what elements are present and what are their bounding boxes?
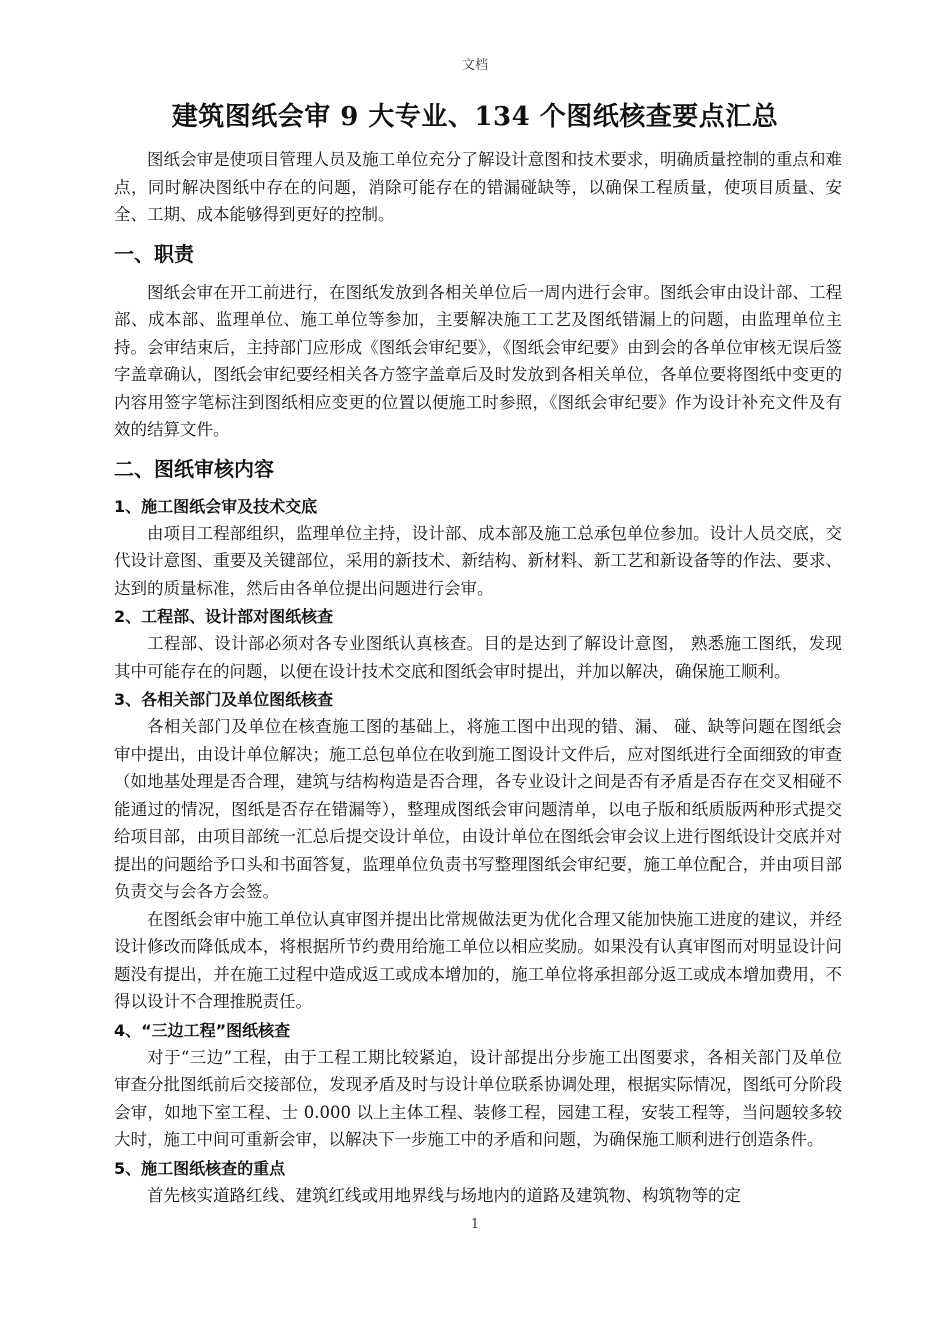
section-heading-review-content: 二、图纸审核内容 [114,456,274,481]
subsection-heading-3: 3、各相关部门及单位图纸核查 [114,690,334,709]
page-number: 1 [470,1217,480,1232]
subsection-heading-5: 5、施工图纸核查的重点 [114,1158,286,1178]
page-header: 文档 [461,58,488,73]
duties-paragraph: 图纸会审在开工前进行，在图纸发放到各相关单位后一周内进行会审。图纸会审由设计部、工程部、成本部、监理单位、施工单位等参加，主要解决施工工艺及图纸错漏上的问题，由监理单位主持。会审结束后，主持部门应形成《图纸会审纪要》，《图纸会审纪要》由到会的各单位审核无误后签字盖章确认，图纸会审纪要经相关各方签字盖章后及时发放到各相关单位，各单位要将图纸中变更的内容用签字笔标注到图纸相应变更的位置以便施工时参照，《图纸会审纪要》作为设计补充文件及有效的结算文件。 [114,282,842,439]
intro-paragraph: 图纸会审是使项目管理人员及施工单位充分了解设计意图和技术要求，明确质量控制的重点和难点，同时解决图纸中存在的问题，消除可能存在的错漏碰缺等，以确保工程质量，使项目质量、安全、工期、成本能够得到更好的控制。 [114,150,842,224]
section-heading-duties: 一、职责 [114,241,194,266]
subsection-paragraph: 各相关部门及单位在核查施工图的基础上，将施工图中出现的错、漏、 碰、缺等问题在图纸会审中提出，由设计单位解决；施工总包单位在收到施工图设计文件后，应对图纸进行全面细致的审查（如地基处理是否合理，建筑与结构构造是否合理，各专业设计之间是否有矛盾是否存在交叉相碰不能通过的情况，图纸是否存在错漏等），整理成图纸会审问题清单，以电子版和纸质版两种形式提交给项目部，由项目部统一汇总后提交设计单位，由设计单位在图纸会审会议上进行图纸设计交底并对提出的问题给予口头和书面答复，监理单位负责书写整理图纸会审纪要，施工单位配合，并由项目部负责交与会各方会签。 [114,717,842,901]
subsection-heading-2: 2、工程部、设计部对图纸核查 [114,607,334,626]
document-title: 建筑图纸会审 9 大专业、134 个图纸核查要点汇总 [171,102,779,132]
subsection-paragraph: 由项目工程部组织，监理单位主持，设计部、成本部及施工总承包单位参加。设计人员交底，交代设计意图、重要及关键部位，采用的新技术、新结构、新材料、新工艺和新设备等的作法、要求、达到的质量标准，然后由各单位提出问题进行会审。 [114,523,842,598]
subsection-paragraph: 对于“三边”工程，由于工程工期比较紧迫，设计部提出分步施工出图要求，各相关部门及单位 审查分批图纸前后交接部位，发现矛盾及时与设计单位联系协调处理，根据实际情况，图纸可分阶段会审，如地下室工程、士 0.000 以上主体工程、装修工程，园建工程，安装工程等，当问题较多较大时，施工中间可重新会审，以解决下一步施工中的矛盾和问题，为确保施工顺利进行创造条件。 [114,1047,842,1149]
subsection-paragraph: 在图纸会审中施工单位认真审图并提出比常规做法更为优化合理又能加快施工进度的建议，并经设计修改而降低成本，将根据所节约费用给施工单位以相应奖励。如果没有认真审图而对明显设计问题没有提出，并在施工过程中造成返工或成本增加的，施工单位将承担部分返工或成本增加费用，不得以设计不合理推脱责任。 [114,909,842,1011]
document-body [114,146,842,1209]
subsection-paragraph: 工程部、设计部必须对各专业图纸认真核查。目的是达到了解设计意图， 熟悉施工图纸，发现其中可能存在的问题，以便在设计技术交底和图纸会审时提出，并加以解决，确保施工顺利。 [114,634,842,681]
subsection-heading-4: 4、“三边工程”图纸核查 [114,1020,291,1040]
subsection-heading-1: 1、施工图纸会审及技术交底 [114,496,318,516]
subsection-paragraph: 首先核实道路红线、建筑红线或用地界线与场地内的道路及建筑物、构筑物等的定 [147,1185,741,1205]
